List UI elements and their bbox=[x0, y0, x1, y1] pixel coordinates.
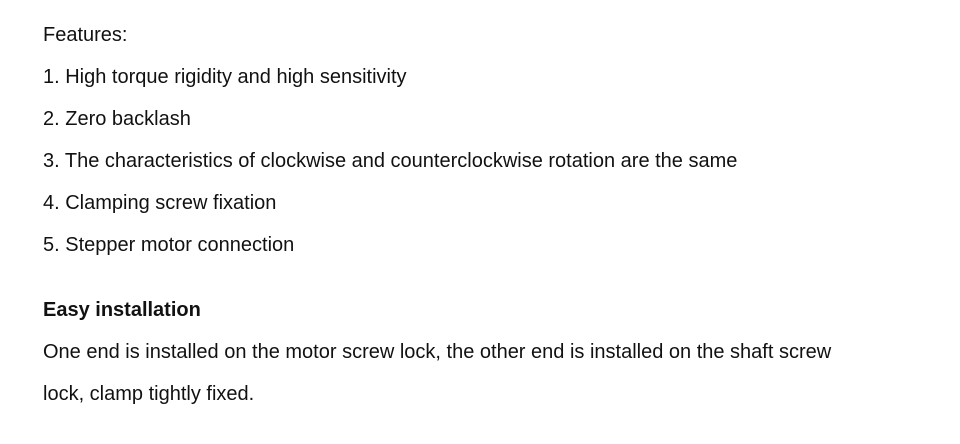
installation-text-line: lock, clamp tightly fixed. bbox=[43, 383, 255, 405]
feature-item: 5. Stepper motor connection bbox=[43, 234, 295, 256]
feature-item: 3. The characteristics of clockwise and counterclockwise rotation are the same bbox=[43, 150, 738, 172]
installation-heading: Easy installation bbox=[43, 299, 201, 321]
installation-text-line: One end is installed on the motor screw lock, the other end is installed on the shaft screw bbox=[43, 341, 832, 363]
feature-item: 1. High torque rigidity and high sensitivity bbox=[43, 66, 407, 88]
feature-item: 4. Clamping screw fixation bbox=[43, 192, 277, 214]
features-heading: Features: bbox=[43, 24, 128, 46]
feature-item: 2. Zero backlash bbox=[43, 108, 191, 130]
